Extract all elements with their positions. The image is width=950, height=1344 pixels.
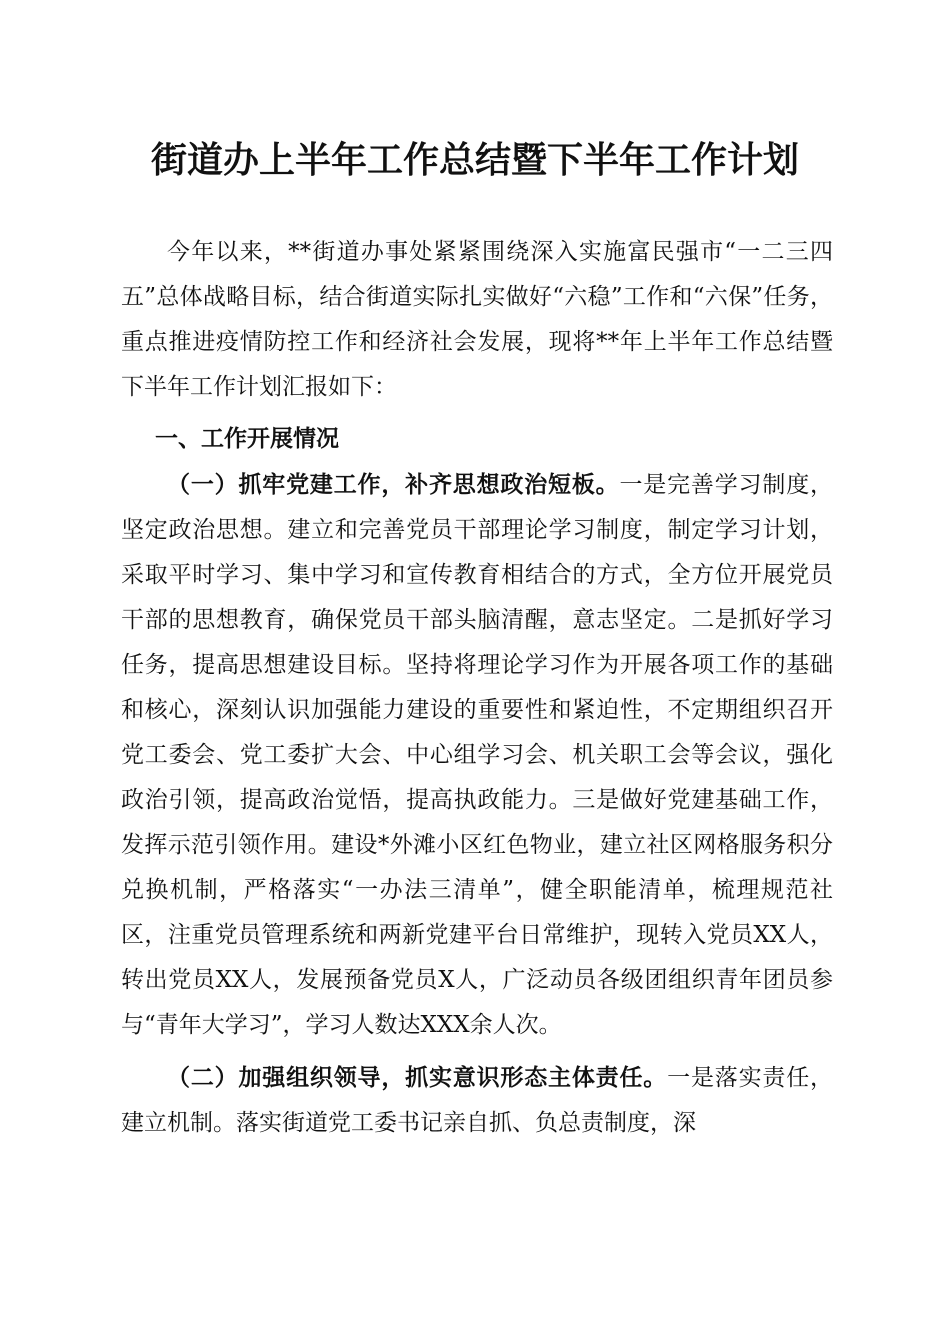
item-2-lead: （二）加强组织领导，抓实意识形态主体责任。 bbox=[167, 1064, 668, 1091]
item-2-body: 一是落实责任，建立机制。落实街道党工委书记亲自抓、负总责制度，深 bbox=[121, 1065, 834, 1136]
item-1-body: 一是完善学习制度，坚定政治思想。建立和完善党员干部理论学习制度，制定学习计划，采取平时学习、集中学习和宣传教育相结合的方式，全方位开展党员干部的思想教育，确保党员干部头脑清醒，意志坚定。二是抓好学习任务，提高思想建设目标。坚持将理论学习作为开展各项工作的基础和核心，深刻认识加强能力建设的重要性和紧迫性，不定期组织召开党工委会、党工委扩大会、中心组学习会、机关职工会等会议，强化政治引领，提高政治觉悟，提高执政能力。三是做好党建基础工作，发挥示范引领作用。建设*外滩小区红色物业，建立社区网格服务积分兑换机制，严格落实“一办法三清单”，健全职能清单，梳理规范社区，注重党员管理系统和两新党建平台日常维护，现转入党员XX人，转出党员XX人，发展预备党员X人，广泛动员各级团组织青年团员参与“青年大学习”，学习人数达XXX余人次。 bbox=[121, 472, 834, 1038]
section-heading: 一、工作开展情况 bbox=[155, 426, 339, 452]
document-body bbox=[121, 230, 833, 1153]
document-title: 街道办上半年工作总结暨下半年工作计划 bbox=[150, 139, 799, 181]
item-1-paragraph bbox=[121, 462, 833, 1048]
item-2-paragraph bbox=[121, 1055, 833, 1146]
item-1-lead: （一）抓牢党建工作，补齐思想政治短板。 bbox=[167, 471, 620, 498]
intro-paragraph: 今年以来，**街道办事处紧紧围绕深入实施富民强市“一二三四五”总体战略目标，结合街道实际扎实做好“六稳”工作和“六保”任务，重点推进疫情防控工作和经济社会发展，现将**年上半年工作总结暨下半年工作计划汇报如下： bbox=[121, 239, 833, 400]
